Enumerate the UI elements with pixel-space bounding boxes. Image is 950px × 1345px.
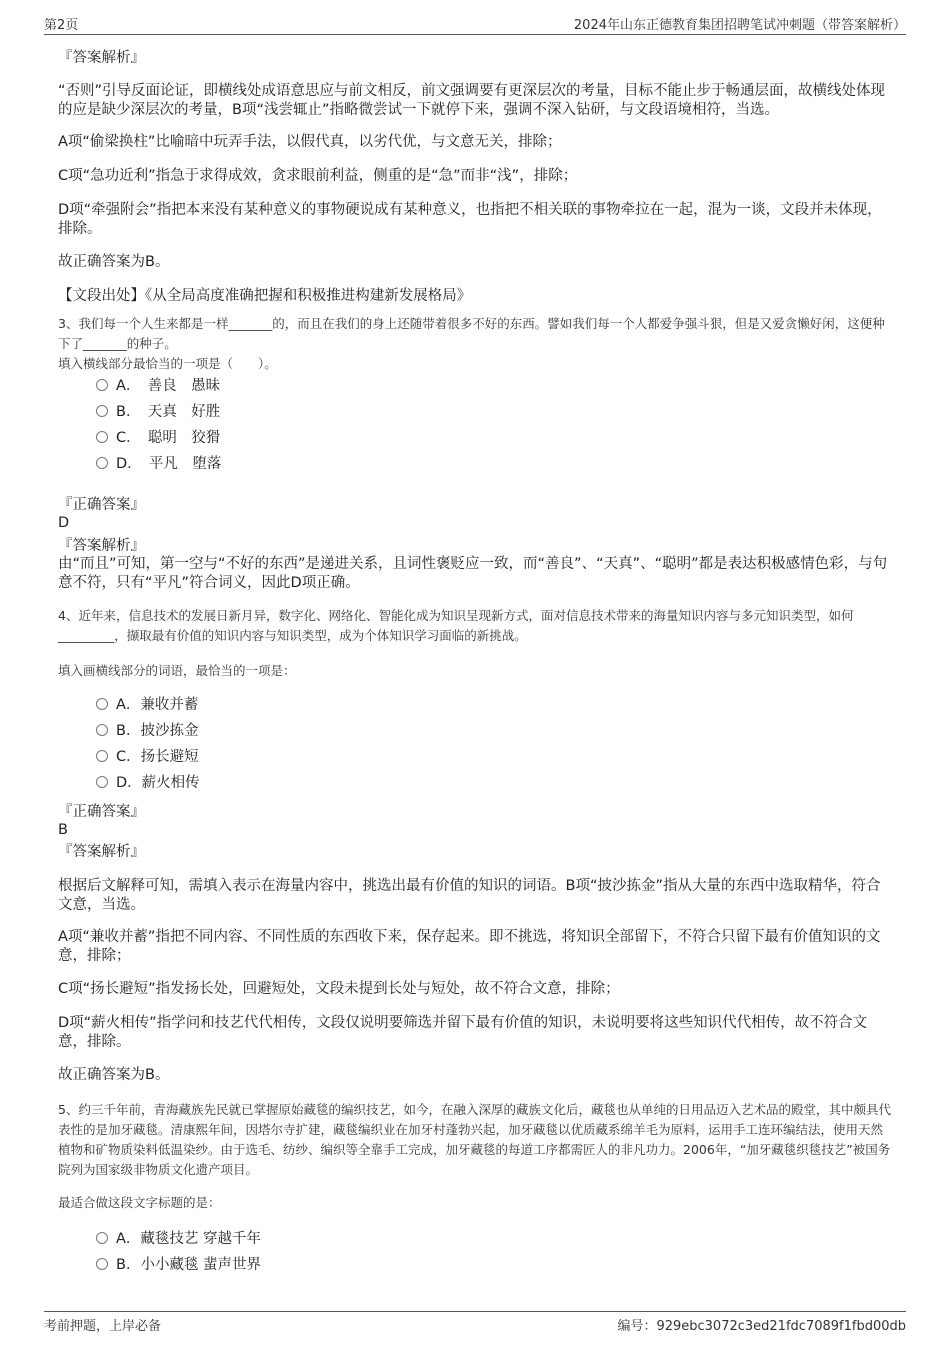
radio-icon[interactable] bbox=[96, 724, 108, 736]
q2-explain-para2: A项“偷梁换柱”比喻暗中玩弄手法，以假代真，以劣代优，与文意无关，排除； bbox=[58, 134, 562, 150]
q3-option-c[interactable]: C． 聪明 狡猾 bbox=[96, 428, 220, 448]
q4-explain-para4: D项“薪火相传”指学问和技艺代代相传，文段仅说明要筛选并留下最有价值的知识，未说明要将这些知识代代相传，故不符合文意，排除。 bbox=[58, 1015, 868, 1050]
radio-icon[interactable] bbox=[96, 1232, 108, 1244]
q4-option-a[interactable]: A．兼收并蓄 bbox=[96, 695, 198, 715]
footer-slogan: 考前押题，上岸必备 bbox=[44, 1319, 162, 1334]
q4-explain-para3: C项“扬长避短”指发扬长处，回避短处，文段未提到长处与短处，故不符合文意，排除； bbox=[58, 981, 620, 997]
q5-option-b[interactable]: B．小小藏毯 蜚声世界 bbox=[96, 1255, 261, 1275]
q5-prompt: 最适合做这段文字标题的是： bbox=[58, 1195, 221, 1210]
q5-stem: 5、约三千年前，青海藏族先民就已掌握原始藏毯的编织技艺，如今，在融入深厚的藏族文化后，藏毯也从单纯的日用品迈入艺术品的殿堂，其中颇具代表性的是加牙藏毯。清康熙年间，因塔尔寺扩建，藏毯编织业在加牙村蓬勃兴起，加牙藏毯以优质藏系绵羊毛为原料，运用手工连环编结法，使用天然植物和矿物质染料低温染纱。由于选毛、纺纱、编织等全靠手工完成，加牙藏毯的每道工序都需匠人的非凡功力。2006年，“加牙藏毯织毯技艺”被国务院列为国家级非物质文化遗产项目。 bbox=[58, 1102, 891, 1177]
q4-prompt: 填入画横线部分的词语，最恰当的一项是： bbox=[58, 663, 296, 678]
radio-icon[interactable] bbox=[96, 405, 108, 417]
q4-option-b[interactable]: B．披沙拣金 bbox=[96, 721, 198, 741]
radio-icon[interactable] bbox=[96, 379, 108, 391]
radio-icon[interactable] bbox=[96, 776, 108, 788]
q4-answer-heading: 『正确答案』 bbox=[58, 804, 145, 820]
q2-source: 【文段出处】《从全局高度准确把握和积极推进构建新发展格局》 bbox=[58, 288, 472, 304]
page-number: 第2页 bbox=[44, 18, 79, 33]
q2-conclusion: 故正确答案为B。 bbox=[58, 254, 170, 270]
q2-explain-heading: 『答案解析』 bbox=[58, 50, 145, 66]
q4-explain-para1: 根据后文解释可知，需填入表示在海量内容中，挑选出最有价值的知识的词语。B项“披沙拣金”指从大量的东西中选取精华，符合文意，当选。 bbox=[58, 878, 881, 913]
q4-conclusion: 故正确答案为B。 bbox=[58, 1067, 170, 1083]
q3-answer: D bbox=[58, 515, 70, 531]
q4-explain-heading: 『答案解析』 bbox=[58, 844, 145, 860]
q5-option-a[interactable]: A．藏毯技艺 穿越千年 bbox=[96, 1229, 261, 1249]
document-title: 2024年山东正德教育集团招聘笔试冲刺题（带答案解析） bbox=[573, 18, 906, 33]
q3-option-b[interactable]: B． 天真 好胜 bbox=[96, 402, 220, 422]
q4-explain-para2: A项“兼收并蓄”指把不同内容、不同性质的东西收下来，保存起来。即不挑选，将知识全部留下，不符合只留下最有价值知识的文意，排除； bbox=[58, 929, 881, 964]
document-id: 编号：929ebc3072c3ed21fdc7089f1fbd00db bbox=[617, 1319, 906, 1334]
page-footer bbox=[44, 1311, 906, 1336]
radio-icon[interactable] bbox=[96, 1258, 108, 1270]
q2-explain-para3: C项“急功近利”指急于求得成效，贪求眼前利益，侧重的是“急”而非“浅”，排除； bbox=[58, 168, 578, 184]
radio-icon[interactable] bbox=[96, 698, 108, 710]
q2-explain-para1: “否则”引导反面论证，即横线处成语意思应与前文相反，前文强调要有更深层次的考量，目标不能止步于畅通层面，故横线处体现的应是缺少深层次的考量，B项“浅尝辄止”指略微尝试一下就停下来，强调不深入钻研，与文段语境相符，当选。 bbox=[58, 83, 886, 118]
q3-explain: 由“而且”可知，第一空与“不好的东西”是递进关系，且词性褒贬应一致，而“善良”、“天真”、“聪明”都是表达积极感情色彩，与句意不符，只有“平凡”符合词义，因此D项正确。 bbox=[58, 556, 888, 591]
q3-stem: 3、我们每一个人生来都是一样_______的，而且在我们的身上还随带着很多不好的东西。譬如我们每一个人都爱争强斗狠，但是又爱贪懒好闲，这便种下了_______的种子。 bbox=[58, 316, 885, 351]
q4-option-c[interactable]: C．扬长避短 bbox=[96, 747, 199, 767]
q3-option-a[interactable]: A． 善良 愚昧 bbox=[96, 376, 220, 396]
q4-stem: 4、近年来，信息技术的发展日新月异，数字化、网络化、智能化成为知识呈现新方式，面对信息技术带来的海量知识内容与多元知识类型，如何_________，撷取最有价值的知识内容与知识类型，成为个体知识学习面临的新挑战。 bbox=[58, 608, 854, 643]
page-header bbox=[44, 12, 906, 35]
radio-icon[interactable] bbox=[96, 431, 108, 443]
q3-prompt: 填入横线部分最恰当的一项是（ ）。 bbox=[58, 356, 277, 371]
radio-icon[interactable] bbox=[96, 750, 108, 762]
q3-answer-heading: 『正确答案』 bbox=[58, 497, 145, 513]
radio-icon[interactable] bbox=[96, 457, 108, 469]
q3-option-d[interactable]: D． 平凡 堕落 bbox=[96, 454, 221, 474]
q3-explain-heading: 『答案解析』 bbox=[58, 538, 145, 554]
q4-option-d[interactable]: D．薪火相传 bbox=[96, 773, 200, 793]
q4-answer: B bbox=[58, 822, 68, 838]
q2-explain-para4: D项“牵强附会”指把本来没有某种意义的事物硬说成有某种意义，也指把不相关联的事物牵拉在一起，混为一谈，文段并未体现，排除。 bbox=[58, 202, 882, 237]
